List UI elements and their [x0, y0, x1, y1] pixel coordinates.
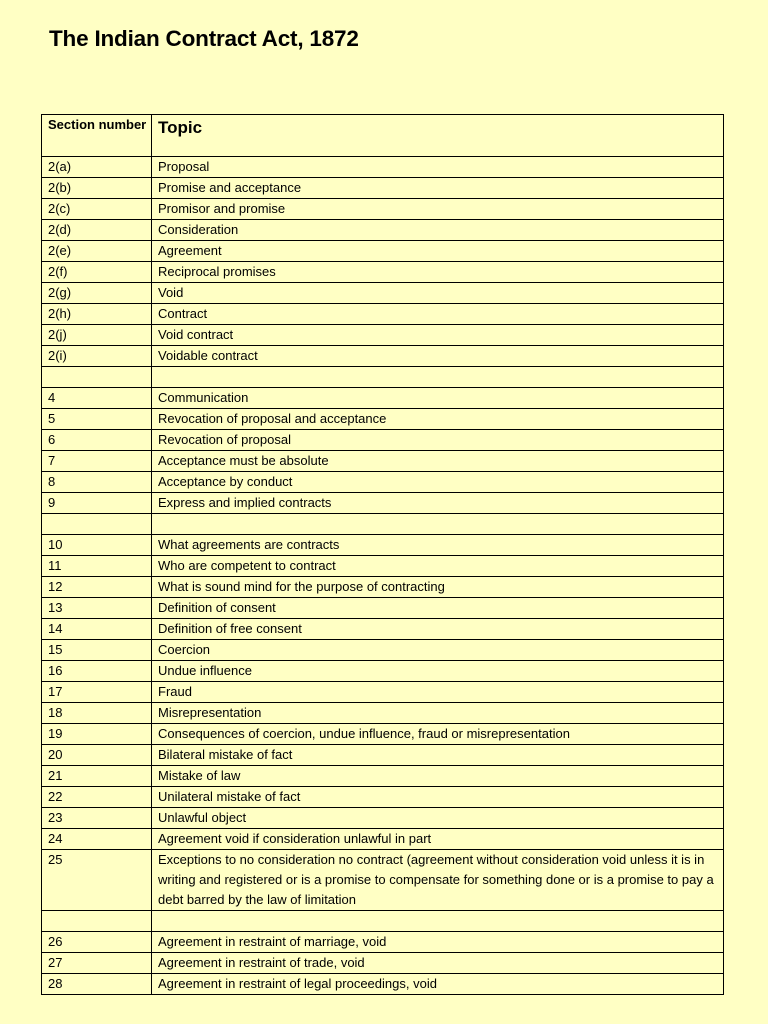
section-number-cell: 5 [42, 409, 152, 430]
table-row [42, 367, 724, 388]
topic-cell: Coercion [152, 640, 724, 661]
topic-cell: Acceptance by conduct [152, 472, 724, 493]
topic-cell: Exceptions to no consideration no contract (agreement without consideration void unless it is in writing and registered or is a promise to compensate for something done or is a promise to pay a debt barred by the law of limitation [152, 850, 724, 911]
topic-cell: Revocation of proposal and acceptance [152, 409, 724, 430]
table-header-row [42, 115, 724, 157]
topic-cell: Agreement [152, 241, 724, 262]
topic-cell: Misrepresentation [152, 703, 724, 724]
section-number-cell: 2(c) [42, 199, 152, 220]
section-number-cell: 14 [42, 619, 152, 640]
table-body [42, 157, 724, 995]
section-number-cell: 4 [42, 388, 152, 409]
topic-cell: Acceptance must be absolute [152, 451, 724, 472]
section-number-cell [42, 367, 152, 388]
section-number-cell: 17 [42, 682, 152, 703]
section-number-cell: 15 [42, 640, 152, 661]
table-row [42, 745, 724, 766]
section-number-cell: 25 [42, 850, 152, 911]
section-number-cell: 8 [42, 472, 152, 493]
section-number-cell: 26 [42, 932, 152, 953]
section-number-cell: 11 [42, 556, 152, 577]
table-row [42, 661, 724, 682]
table-row [42, 409, 724, 430]
table-row [42, 283, 724, 304]
table-row [42, 808, 724, 829]
topic-cell [152, 514, 724, 535]
table-row [42, 850, 724, 911]
topic-cell: Agreement in restraint of legal proceedings, void [152, 974, 724, 995]
section-number-cell: 6 [42, 430, 152, 451]
table-row [42, 451, 724, 472]
topic-cell: Who are competent to contract [152, 556, 724, 577]
topic-cell: Promisor and promise [152, 199, 724, 220]
table-row [42, 932, 724, 953]
topic-cell: Reciprocal promises [152, 262, 724, 283]
topic-cell: Voidable contract [152, 346, 724, 367]
section-number-cell: 2(g) [42, 283, 152, 304]
document-title: The Indian Contract Act, 1872 [49, 26, 359, 51]
table-row [42, 199, 724, 220]
topic-cell [152, 367, 724, 388]
section-number-cell: 9 [42, 493, 152, 514]
table-row [42, 598, 724, 619]
table-row [42, 640, 724, 661]
topic-cell: Proposal [152, 157, 724, 178]
section-number-cell: 13 [42, 598, 152, 619]
topic-cell: What is sound mind for the purpose of contracting [152, 577, 724, 598]
section-number-cell: 16 [42, 661, 152, 682]
table-row [42, 241, 724, 262]
table-row [42, 472, 724, 493]
table-row [42, 766, 724, 787]
topic-cell: Consideration [152, 220, 724, 241]
topic-cell: Agreement in restraint of trade, void [152, 953, 724, 974]
topic-cell: Agreement in restraint of marriage, void [152, 932, 724, 953]
section-number-cell: 22 [42, 787, 152, 808]
section-number-cell: 27 [42, 953, 152, 974]
topic-cell: Contract [152, 304, 724, 325]
section-number-cell: 2(e) [42, 241, 152, 262]
topic-cell: Mistake of law [152, 766, 724, 787]
section-number-cell: 21 [42, 766, 152, 787]
section-number-cell: 7 [42, 451, 152, 472]
section-number-cell: 28 [42, 974, 152, 995]
table-row [42, 262, 724, 283]
table-row [42, 556, 724, 577]
section-number-cell: 2(a) [42, 157, 152, 178]
topic-cell: Communication [152, 388, 724, 409]
section-number-cell: 18 [42, 703, 152, 724]
table-row [42, 493, 724, 514]
topic-cell: Void [152, 283, 724, 304]
topic-cell: Unilateral mistake of fact [152, 787, 724, 808]
section-number-cell: 2(h) [42, 304, 152, 325]
table-row [42, 535, 724, 556]
section-number-cell: 19 [42, 724, 152, 745]
table-row [42, 974, 724, 995]
table-row [42, 911, 724, 932]
sections-table [41, 114, 724, 995]
topic-cell: Unlawful object [152, 808, 724, 829]
table-row [42, 220, 724, 241]
topic-cell: Consequences of coercion, undue influence, fraud or misrepresentation [152, 724, 724, 745]
topic-cell: Void contract [152, 325, 724, 346]
topic-cell: Bilateral mistake of fact [152, 745, 724, 766]
table-row [42, 388, 724, 409]
topic-cell: Undue influence [152, 661, 724, 682]
topic-cell [152, 911, 724, 932]
section-number-cell: 12 [42, 577, 152, 598]
topic-cell: Revocation of proposal [152, 430, 724, 451]
topic-cell: What agreements are contracts [152, 535, 724, 556]
topic-cell: Fraud [152, 682, 724, 703]
topic-cell: Definition of consent [152, 598, 724, 619]
section-number-cell [42, 911, 152, 932]
topic-cell: Definition of free consent [152, 619, 724, 640]
table-row [42, 346, 724, 367]
table-row [42, 619, 724, 640]
header-section-number: Section number [42, 115, 152, 157]
section-number-cell: 23 [42, 808, 152, 829]
header-topic: Topic [152, 115, 724, 157]
table-row [42, 514, 724, 535]
topic-cell: Promise and acceptance [152, 178, 724, 199]
topic-cell: Agreement void if consideration unlawful in part [152, 829, 724, 850]
table-row [42, 304, 724, 325]
table-row [42, 724, 724, 745]
table-row [42, 953, 724, 974]
section-number-cell [42, 514, 152, 535]
section-number-cell: 2(f) [42, 262, 152, 283]
section-number-cell: 2(d) [42, 220, 152, 241]
section-number-cell: 10 [42, 535, 152, 556]
topic-cell: Express and implied contracts [152, 493, 724, 514]
section-number-cell: 2(j) [42, 325, 152, 346]
section-number-cell: 2(i) [42, 346, 152, 367]
section-number-cell: 20 [42, 745, 152, 766]
table-row [42, 829, 724, 850]
table-row [42, 787, 724, 808]
table-row [42, 577, 724, 598]
table-row [42, 178, 724, 199]
section-number-cell: 24 [42, 829, 152, 850]
table-row [42, 703, 724, 724]
table-row [42, 325, 724, 346]
table-row [42, 430, 724, 451]
section-number-cell: 2(b) [42, 178, 152, 199]
table-row [42, 157, 724, 178]
table-row [42, 682, 724, 703]
